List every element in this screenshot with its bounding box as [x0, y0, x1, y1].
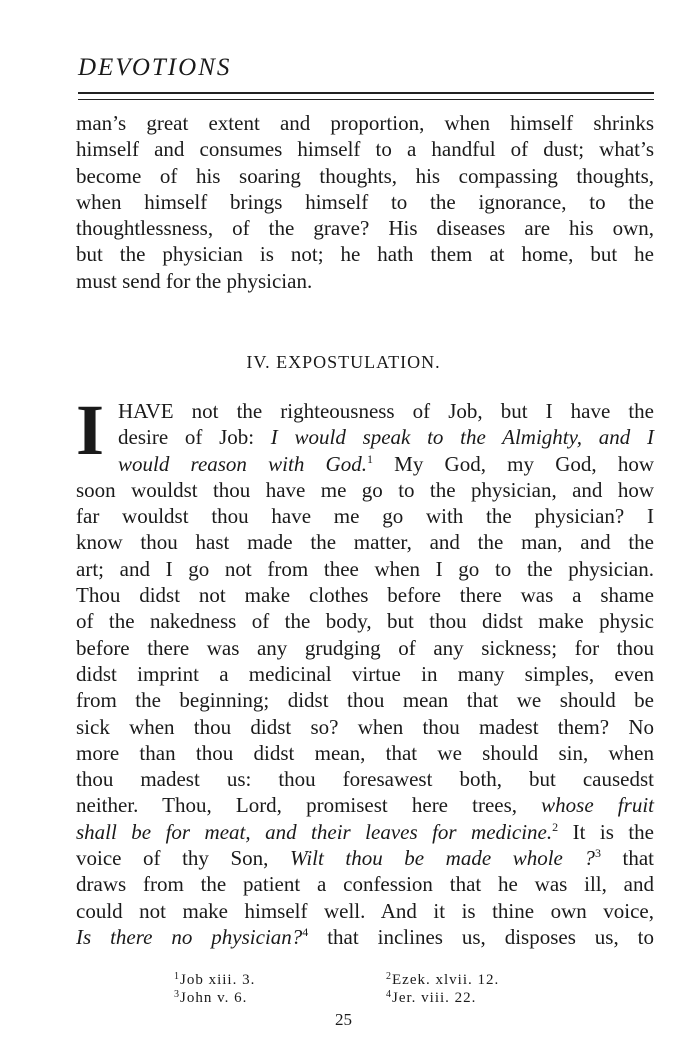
- footnote-text: John v. 6.: [180, 990, 248, 1006]
- text-line: must send for the physician.: [76, 268, 313, 293]
- text-segment: that inclines us, disposes us, to: [308, 924, 654, 949]
- italic-quote: Wilt thou be made whole ?: [289, 846, 595, 871]
- footnote-number: 2: [386, 971, 392, 982]
- text-line: [76, 845, 654, 871]
- footnote: [386, 972, 499, 989]
- italic-quote: whose fruit: [541, 793, 654, 818]
- footnote-ref: 4: [302, 924, 309, 939]
- text-segment: neither. Thou, Lord, promisest here trees,: [76, 793, 542, 818]
- header-rule: [78, 92, 654, 94]
- text-segment: voice of thy Son,: [76, 846, 290, 871]
- text-line: HAVE not the righteousness of Job, but I have the: [118, 399, 654, 423]
- text-line: didst imprint a medicinal virtue in many simples, even: [76, 661, 654, 686]
- text-line: [76, 451, 654, 477]
- text-line: sick when thou didst so? when thou madest them? No: [76, 714, 654, 739]
- text-segment: that: [600, 846, 654, 871]
- text-line: far wouldst thou have me go with the physician? I: [76, 504, 654, 529]
- text-line: [76, 792, 654, 818]
- text-segment: desire of Job:: [118, 425, 271, 450]
- footnote: [174, 990, 247, 1007]
- text-line: before there was any grudging of any sickness; for thou: [76, 635, 654, 660]
- text-line: art; and I go not from thee when I go to the physician.: [76, 556, 654, 581]
- text-line: more than thou didst mean, that we should sin, when: [76, 740, 654, 765]
- text-line: [76, 424, 654, 450]
- footnote-ref: 1: [366, 451, 373, 466]
- text-line: [76, 924, 654, 950]
- text-line: when himself brings himself to the ignorance, to the: [76, 189, 654, 214]
- text-line: could not make himself well. And it is thine own voice,: [76, 898, 654, 923]
- text-line: of the nakedness of the body, but thou didst make physic: [76, 609, 654, 634]
- footnote-text: Job xiii. 3.: [180, 972, 256, 988]
- text-line: draws from the patient a confession that he was ill, and: [76, 872, 654, 897]
- text-line: man’s great extent and proportion, when himself shrinks: [76, 111, 654, 135]
- footnote-text: Ezek. xlvii. 12.: [392, 972, 500, 988]
- text-line: know thou hast made the matter, and the man, and the: [76, 530, 654, 555]
- paragraph-continued: [76, 110, 654, 294]
- drop-cap: I: [76, 390, 105, 470]
- italic-quote: Is there no physician?: [76, 924, 303, 949]
- text-line: but the physician is not; he hath them at home, but he: [76, 242, 654, 267]
- text-line: [76, 819, 654, 845]
- italic-quote: would reason with God.: [118, 451, 367, 476]
- text-line: thoughtlessness, of the grave? His diseases are his own,: [76, 216, 654, 241]
- text-line: himself and consumes himself to a handful of dust; what’s: [76, 137, 654, 162]
- section-heading: IV. EXPOSTULATION.: [246, 352, 441, 372]
- footnote-ref: 3: [594, 846, 601, 861]
- text-segment: My God, my God, how: [372, 451, 654, 476]
- text-line: soon wouldst thou have me go to the physician, and how: [76, 477, 654, 502]
- paragraph-expostulation: [76, 390, 654, 950]
- footnote-text: Jer. viii. 22.: [392, 990, 477, 1006]
- italic-quote: shall be for meat, and their leaves for medicine.: [76, 819, 553, 844]
- header-rule-thin: [78, 99, 654, 100]
- running-head: DEVOTIONS: [78, 54, 232, 81]
- text-line: become of his soaring thoughts, his compassing thoughts,: [76, 163, 654, 188]
- text-line: thou madest us: thou foresawest both, but causedst: [76, 767, 654, 792]
- footnote-number: 3: [174, 989, 180, 1000]
- footnote-number: 4: [386, 989, 392, 1000]
- italic-quote: I would speak to the Almighty, and I: [270, 425, 654, 450]
- text-line: Thou didst not make clothes before there was a shame: [76, 583, 654, 608]
- text-segment: It is the: [558, 819, 654, 844]
- footnote-number: 1: [174, 971, 180, 982]
- text-line: from the beginning; didst thou mean that we should be: [76, 688, 654, 713]
- footnote: [174, 972, 255, 989]
- page-number: 25: [335, 1010, 352, 1029]
- footnote-ref: 2: [552, 819, 559, 834]
- footnote: [386, 990, 476, 1007]
